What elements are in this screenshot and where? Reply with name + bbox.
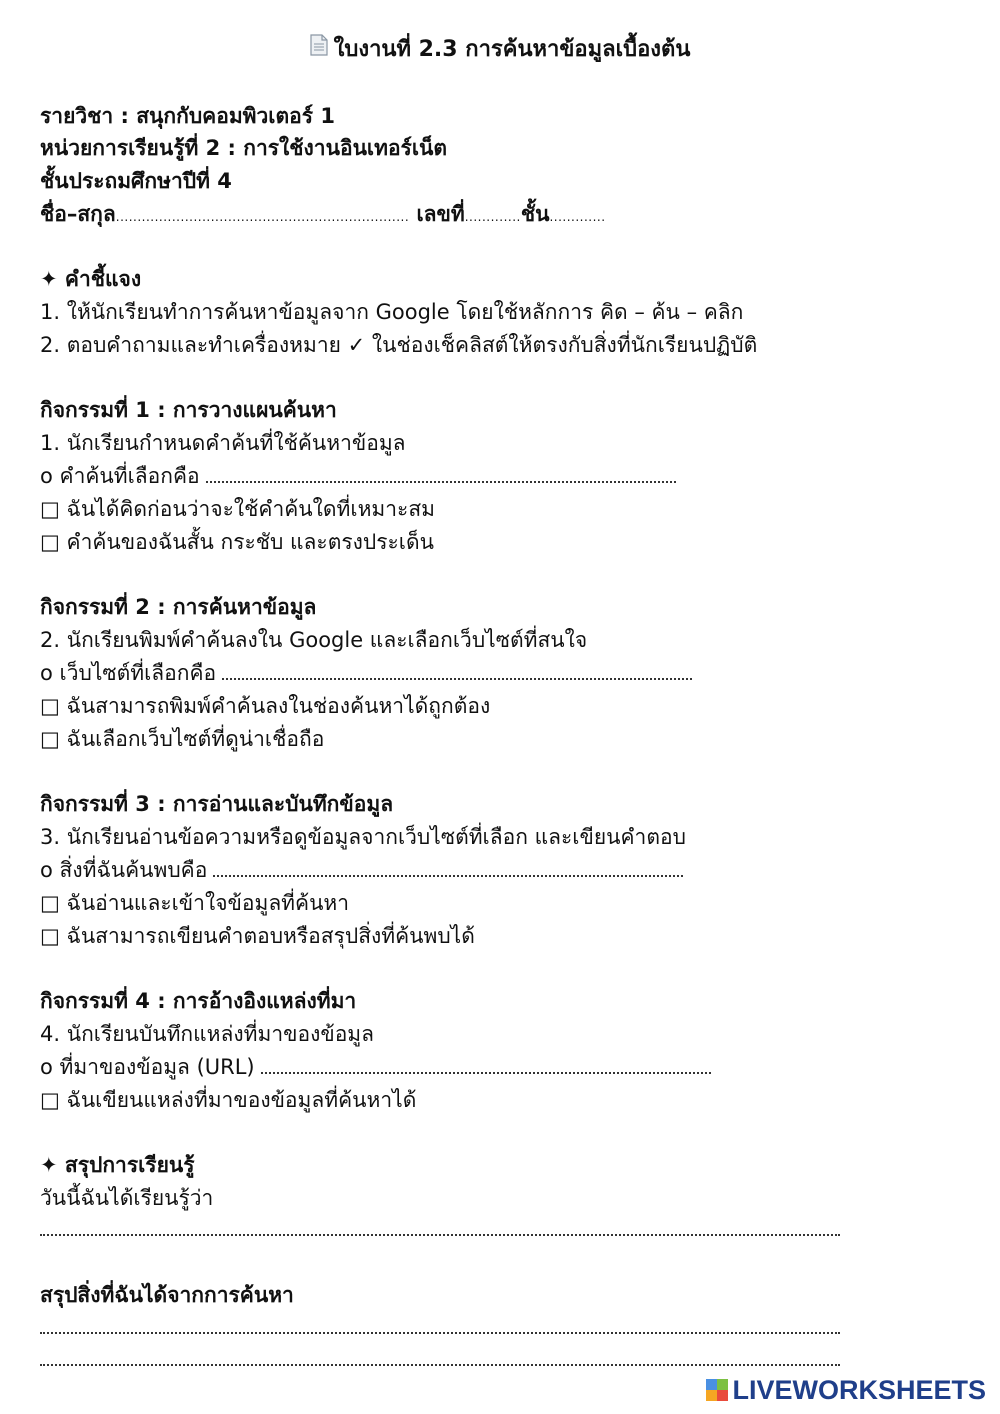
- activity-3-check-1[interactable]: □ ฉันอ่านและเข้าใจข้อมูลที่ค้นหา: [40, 891, 350, 915]
- activity-1-answer-field[interactable]: [206, 481, 676, 483]
- activity-1-check-2[interactable]: □ คำค้นของฉันสั้น กระชับ และตรงประเด็น: [40, 530, 434, 554]
- activity-2-answer-label: o เว็บไซต์ที่เลือกคือ: [40, 661, 217, 685]
- number-field[interactable]: .............: [464, 210, 521, 224]
- activity-4-prompt: 4. นักเรียนบันทึกแหล่งที่มาของข้อมูล: [40, 1022, 375, 1046]
- activity-2-prompt: 2. นักเรียนพิมพ์คำค้นลงใน Google และเลือกเว็บไซต์ที่สนใจ: [40, 628, 588, 652]
- activity-4-answer-label: o ที่มาของข้อมูล (URL): [40, 1055, 255, 1079]
- activity-4-answer-row: [40, 1051, 711, 1083]
- activity-1-prompt: 1. นักเรียนกำหนดคำค้นที่ใช้ค้นหาข้อมูล: [40, 431, 406, 455]
- activity-3-prompt: 3. นักเรียนอ่านข้อความหรือดูข้อมูลจากเว็บไซต์ที่เลือก และเขียนคำตอบ: [40, 825, 686, 849]
- name-label: ชื่อ–สกุล: [40, 202, 116, 226]
- search-summary-answer-line[interactable]: [40, 1364, 840, 1366]
- liveworksheets-logo-text: LIVEWORKSHEETS: [732, 1374, 986, 1405]
- instruction-item: 1. ให้นักเรียนทำการค้นหาข้อมูลจาก Google โดยใช้หลักการ คิด – ค้น – คลิก: [40, 300, 744, 324]
- class-label: ชั้น: [520, 202, 550, 226]
- activity-2-answer-row: [40, 657, 692, 689]
- liveworksheets-logo-icon: [706, 1379, 728, 1401]
- class-field[interactable]: .............: [549, 210, 606, 224]
- title-text: ใบงานที่ 2.3 การค้นหาข้อมูลเบื้องต้น: [333, 37, 691, 62]
- summary-answer-line[interactable]: [40, 1234, 840, 1236]
- activity-1-heading: กิจกรรมที่ 1 : การวางแผนค้นหา: [40, 398, 337, 422]
- activity-4-heading: กิจกรรมที่ 4 : การอ้างอิงแหล่งที่มา: [40, 989, 357, 1013]
- subject-line: รายวิชา : สนุกกับคอมพิวเตอร์ 1: [40, 104, 335, 128]
- liveworksheets-logo[interactable]: [706, 1373, 986, 1407]
- number-label: เลขที่: [416, 202, 465, 226]
- name-field[interactable]: ....................................................................: [115, 210, 410, 224]
- activity-3-check-2[interactable]: □ ฉันสามารถเขียนคำตอบหรือสรุปสิ่งที่ค้นพบได้: [40, 924, 475, 948]
- search-summary-heading: สรุปสิ่งที่ฉันได้จากการค้นหา: [40, 1283, 294, 1307]
- document-icon: [310, 34, 328, 66]
- activity-2-heading: กิจกรรมที่ 2 : การค้นหาข้อมูล: [40, 595, 317, 619]
- activity-2-check-2[interactable]: □ ฉันเลือกเว็บไซต์ที่ดูน่าเชื่อถือ: [40, 727, 325, 751]
- activity-4-check-1[interactable]: □ ฉันเขียนแหล่งที่มาของข้อมูลที่ค้นหาได้: [40, 1088, 417, 1112]
- activity-2-check-1[interactable]: □ ฉันสามารถพิมพ์คำค้นลงในช่องค้นหาได้ถูกต้อง: [40, 694, 491, 718]
- activity-3-heading: กิจกรรมที่ 3 : การอ่านและบันทึกข้อมูล: [40, 792, 394, 816]
- instruction-item: 2. ตอบคำถามและทำเครื่องหมาย ✓ ในช่องเช็คลิสต์ให้ตรงกับสิ่งที่นักเรียนปฏิบัติ: [40, 333, 758, 357]
- activity-2-answer-field[interactable]: [222, 678, 692, 680]
- instructions-heading: ✦ คำชี้แจง: [40, 267, 142, 291]
- summary-heading: ✦ สรุปการเรียนรู้: [40, 1153, 195, 1177]
- page-title: [0, 34, 1000, 66]
- activity-4-answer-field[interactable]: [261, 1072, 711, 1074]
- activity-3-answer-field[interactable]: [213, 875, 683, 877]
- activity-1-check-1[interactable]: □ ฉันได้คิดก่อนว่าจะใช้คำค้นใดที่เหมาะสม: [40, 497, 435, 521]
- activity-3-answer-label: o สิ่งที่ฉันค้นพบคือ: [40, 858, 208, 882]
- unit-line: หน่วยการเรียนรู้ที่ 2 : การใช้งานอินเทอร์เน็ต: [40, 136, 448, 160]
- search-summary-answer-line[interactable]: [40, 1332, 840, 1334]
- student-info-line: [40, 198, 606, 233]
- activity-3-answer-row: [40, 854, 683, 886]
- summary-prompt: วันนี้ฉันได้เรียนรู้ว่า: [40, 1186, 214, 1210]
- activity-1-answer-row: [40, 460, 676, 492]
- grade-line: ชั้นประถมศึกษาปีที่ 4: [40, 169, 232, 193]
- activity-1-answer-label: o คำค้นที่เลือกคือ: [40, 464, 200, 488]
